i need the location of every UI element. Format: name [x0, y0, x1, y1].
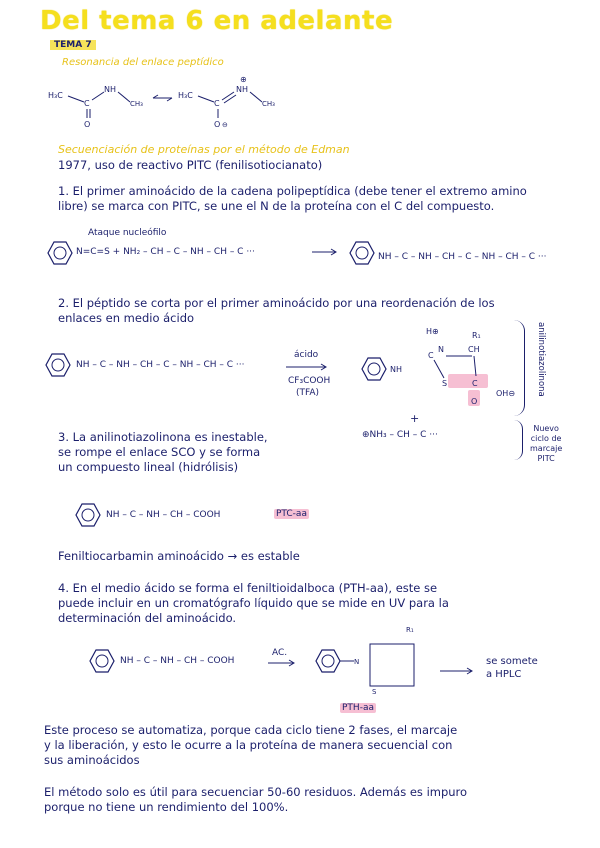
step4-reagent: AC.: [272, 648, 288, 658]
step1-line2: libre) se marca con PITC, se une el N de la proteína con el C del compuesto.: [58, 199, 495, 213]
step2-reagent-tfa: (TFA): [296, 388, 320, 398]
res-left-nh: NH: [104, 85, 116, 94]
summary1-line3: sus aminoácidos: [44, 753, 140, 767]
res-right-plus: ⊕: [240, 75, 247, 84]
step4-line3: determinación del aminoácido.: [58, 611, 237, 625]
step3-line1: 3. La anilinotiazolinona es inestable,: [58, 430, 268, 444]
step4-arrow: [266, 658, 298, 668]
step4-formula: NH – C – NH – CH – COOH: [120, 656, 235, 666]
ring-ohminus: OH⊖: [496, 389, 516, 398]
ring-nh: NH: [390, 365, 402, 374]
ring-n: N: [438, 345, 444, 354]
pth-diagram: [310, 620, 420, 700]
step4-product-label: PTH-aa: [342, 703, 374, 713]
step2-line1: 2. El péptido se corta por el primer aminoácido por una reordenación de los: [58, 296, 495, 310]
res-right-minus: ⊖: [222, 121, 228, 129]
res-left-c: C: [84, 99, 90, 108]
step3-text: [58, 430, 268, 475]
res-left-h3c: H₃C: [48, 91, 63, 100]
step2-amine: ⊕NH₃ – CH – C ···: [362, 430, 438, 440]
res-right-ch3: CH₃: [262, 100, 275, 108]
edman-title: Secuenciación de proteínas por el método de Edman: [58, 143, 350, 156]
stable-note: Feniltiocarbamin aminoácido → es estable: [58, 549, 300, 563]
ring-hplus: H⊕: [426, 327, 439, 336]
side-label: anilinotiazolinona: [536, 322, 546, 397]
step2-left: NH – C – NH – CH – C – NH – CH – C ···: [76, 360, 245, 370]
step2-arrow: [284, 362, 330, 372]
step4-result-line1: se somete: [486, 656, 538, 667]
page-title: Del tema 6 en adelante: [40, 6, 394, 36]
svg-text:R₁: R₁: [406, 626, 414, 634]
res-left-o: O: [84, 120, 91, 129]
summary-paragraph-1: [44, 723, 457, 768]
res-right-c: C: [214, 99, 220, 108]
step2-reagent-acid: ácido: [294, 350, 319, 360]
summary-paragraph-2: [44, 785, 467, 815]
ring-o: O: [471, 397, 478, 406]
res-right-o: O: [214, 120, 221, 129]
step1-text: [58, 184, 527, 214]
cycle-line3: marcaje: [530, 444, 563, 453]
bracket-bottom: [514, 420, 523, 460]
resonance-title: Resonancia del enlace peptídico: [62, 57, 224, 68]
res-left-ch3: CH₃: [130, 100, 143, 108]
step2-reagent-formula: CF₃COOH: [288, 376, 331, 386]
step4-result-line2: a HPLC: [486, 669, 522, 680]
step1-reactant: N=C=S + NH₂ – CH – C – NH – CH – C ···: [76, 247, 255, 257]
benzene-icon: [84, 646, 124, 676]
step4-line2: puede incluir en un cromatógrafo líquido que se mide en UV para la: [58, 596, 449, 610]
ring-s: S: [442, 379, 448, 388]
summary2-line2: porque no tiene un rendimiento del 100%.: [44, 800, 289, 814]
step1-line1: 1. El primer aminoácido de la cadena polipeptídica (debe tener el extremo amino: [58, 184, 527, 198]
step4-arrow-2: [438, 666, 476, 676]
step3-tag: PTC-aa: [276, 509, 307, 519]
step1-product: NH – C – NH – CH – C – NH – CH – C ···: [378, 252, 547, 262]
tema-label: TEMA 7: [50, 40, 96, 50]
summary2-line1: El método solo es útil para secuenciar 50-60 residuos. Además es impuro: [44, 785, 468, 799]
step1-label: Ataque nucleófilo: [88, 228, 167, 238]
cycle-line2: ciclo de: [530, 434, 562, 443]
step4-line1: 4. En el medio ácido se forma el feniltioidalboca (PTH-aa), este se: [58, 581, 438, 595]
bracket-top: [514, 320, 525, 416]
cycle-note: [530, 424, 562, 464]
ring-c: C: [428, 351, 434, 360]
cycle-line1: Nuevo: [533, 424, 559, 433]
ring-c2: C: [472, 379, 478, 388]
step2-plus: +: [410, 412, 420, 425]
edman-year: 1977, uso de reactivo PITC (fenilisotiocianato): [58, 158, 323, 172]
summary1-line1: Este proceso se automatiza, porque cada ciclo tiene 2 fases, el marcaje: [44, 723, 458, 737]
thiazolinone-diagram: [356, 322, 526, 412]
benzene-icon: [70, 500, 110, 530]
svg-text:S: S: [372, 688, 377, 696]
svg-text:N: N: [354, 658, 360, 666]
ring-ch: CH: [468, 345, 480, 354]
step4-result: [486, 655, 538, 681]
summary1-line2: y la liberación, y esto le ocurre a la proteína de manera secuencial con: [44, 738, 453, 752]
cycle-line4: PITC: [537, 454, 555, 463]
step3-line3: un compuesto lineal (hidrólisis): [58, 460, 239, 474]
ring-r1: R₁: [472, 331, 481, 340]
resonance-diagram: [40, 70, 310, 130]
res-right-h3c: H₃C: [178, 91, 193, 100]
step3-line2: se rompe el enlace SCO y se forma: [58, 445, 261, 459]
res-right-nh: NH: [236, 85, 248, 94]
step2-line2: enlaces en medio ácido: [58, 311, 195, 325]
benzene-icon: [40, 350, 80, 380]
step1-arrow: [310, 246, 340, 258]
step3-formula: NH – C – NH – CH – COOH: [106, 510, 221, 520]
